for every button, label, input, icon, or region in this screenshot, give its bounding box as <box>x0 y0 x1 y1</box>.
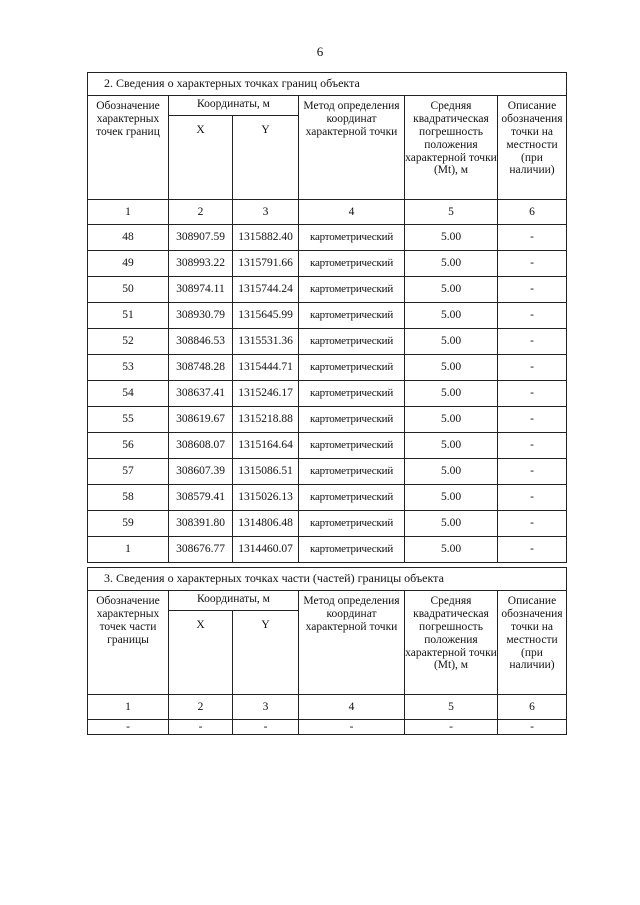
description-cell: - <box>498 433 567 459</box>
coord-x-cell: 308846.53 <box>169 329 233 355</box>
accuracy-cell: 5.00 <box>405 355 498 381</box>
table-row <box>88 485 567 511</box>
coord-x-cell: 308608.07 <box>169 433 233 459</box>
method-cell: картометрический <box>299 537 405 563</box>
header-coordinates: Координаты, м <box>169 96 299 116</box>
method-cell: картометрический <box>299 355 405 381</box>
coord-x-cell: 308748.28 <box>169 355 233 381</box>
coord-y-cell: 1315744.24 <box>233 277 299 303</box>
header-point-designation: Обозначение характерных точек части границы <box>88 591 169 695</box>
coord-y-cell: 1315444.71 <box>233 355 299 381</box>
point-cell: 53 <box>88 355 169 381</box>
point-cell: 54 <box>88 381 169 407</box>
point-cell: 48 <box>88 225 169 251</box>
section2-column-numbers <box>88 200 567 225</box>
coord-x-cell: 308391.80 <box>169 511 233 537</box>
table-row <box>88 251 567 277</box>
section2-title: 2. Сведения о характерных точках границ объекта <box>88 73 567 96</box>
description-cell: - <box>498 485 567 511</box>
table-row <box>88 537 567 563</box>
header-accuracy: Средняя квадратическая погрешность положения характерной точки (Mt), м <box>405 591 498 695</box>
method-cell: картометрический <box>299 251 405 277</box>
description-cell: - <box>498 303 567 329</box>
accuracy-cell: 5.00 <box>405 329 498 355</box>
header-accuracy: Средняя квадратическая погрешность положения характерной точки (Mt), м <box>405 96 498 200</box>
description-cell: - <box>498 355 567 381</box>
header-coordinates: Координаты, м <box>169 591 299 611</box>
table-row <box>88 720 567 735</box>
point-cell: 57 <box>88 459 169 485</box>
description-cell: - <box>498 459 567 485</box>
section3-header-row <box>88 591 567 611</box>
column-number: 3 <box>233 200 299 225</box>
column-number: 3 <box>233 695 299 720</box>
method-cell: картометрический <box>299 225 405 251</box>
description-cell: - <box>498 381 567 407</box>
table-row <box>88 225 567 251</box>
coord-x-cell: 308676.77 <box>169 537 233 563</box>
method-cell: картометрический <box>299 459 405 485</box>
section3-title: 3. Сведения о характерных точках части (частей) границы объекта <box>88 568 567 591</box>
table-row <box>88 407 567 433</box>
description-cell: - <box>498 277 567 303</box>
description-cell: - <box>498 511 567 537</box>
section2-rows <box>88 225 567 563</box>
table-row <box>88 329 567 355</box>
header-description: Описание обозначения точки на местности (при наличии) <box>498 591 567 695</box>
coord-y-cell: 1315531.36 <box>233 329 299 355</box>
accuracy-cell: 5.00 <box>405 277 498 303</box>
point-cell: 58 <box>88 485 169 511</box>
method-cell: картометрический <box>299 277 405 303</box>
table-row <box>88 303 567 329</box>
coord-x-cell: 308993.22 <box>169 251 233 277</box>
table-row <box>88 459 567 485</box>
section2-title-row <box>88 73 567 96</box>
section3-table <box>87 567 567 735</box>
header-point-designation: Обозначение характерных точек границ <box>88 96 169 200</box>
accuracy-cell: 5.00 <box>405 511 498 537</box>
description-cell: - <box>498 407 567 433</box>
coord-y-cell: 1315026.13 <box>233 485 299 511</box>
coord-x-cell: 308930.79 <box>169 303 233 329</box>
point-cell: 50 <box>88 277 169 303</box>
coord-y-cell: 1315164.64 <box>233 433 299 459</box>
method-cell: картометрический <box>299 407 405 433</box>
column-number: 6 <box>498 695 567 720</box>
header-x: X <box>169 611 233 695</box>
method-cell: картометрический <box>299 433 405 459</box>
accuracy-cell: 5.00 <box>405 485 498 511</box>
coord-y-cell: 1315246.17 <box>233 381 299 407</box>
section3-rows <box>88 720 567 735</box>
coord-y-cell: 1315218.88 <box>233 407 299 433</box>
coord-x-cell: 308974.11 <box>169 277 233 303</box>
coord-x-cell: 308637.41 <box>169 381 233 407</box>
accuracy-cell: - <box>405 720 498 735</box>
coord-x-cell: 308607.39 <box>169 459 233 485</box>
accuracy-cell: 5.00 <box>405 303 498 329</box>
header-y: Y <box>233 611 299 695</box>
header-method: Метод определения координат характерной точки <box>299 96 405 200</box>
accuracy-cell: 5.00 <box>405 251 498 277</box>
header-x: X <box>169 116 233 200</box>
accuracy-cell: 5.00 <box>405 459 498 485</box>
method-cell: картометрический <box>299 485 405 511</box>
method-cell: картометрический <box>299 381 405 407</box>
description-cell: - <box>498 720 567 735</box>
column-number: 6 <box>498 200 567 225</box>
coord-x-cell: 308579.41 <box>169 485 233 511</box>
coord-y-cell: 1315882.40 <box>233 225 299 251</box>
point-cell: 59 <box>88 511 169 537</box>
table-row <box>88 381 567 407</box>
point-cell: 55 <box>88 407 169 433</box>
section3-column-numbers <box>88 695 567 720</box>
method-cell: картометрический <box>299 329 405 355</box>
table-row <box>88 355 567 381</box>
coord-x-cell: 308619.67 <box>169 407 233 433</box>
coord-y-cell: 1315645.99 <box>233 303 299 329</box>
coord-x-cell: - <box>169 720 233 735</box>
accuracy-cell: 5.00 <box>405 407 498 433</box>
table-row <box>88 511 567 537</box>
column-number: 2 <box>169 695 233 720</box>
point-cell: 52 <box>88 329 169 355</box>
header-y: Y <box>233 116 299 200</box>
description-cell: - <box>498 225 567 251</box>
method-cell: картометрический <box>299 511 405 537</box>
point-cell: 56 <box>88 433 169 459</box>
accuracy-cell: 5.00 <box>405 381 498 407</box>
accuracy-cell: 5.00 <box>405 433 498 459</box>
method-cell: картометрический <box>299 303 405 329</box>
description-cell: - <box>498 251 567 277</box>
point-cell: - <box>88 720 169 735</box>
method-cell: - <box>299 720 405 735</box>
point-cell: 1 <box>88 537 169 563</box>
accuracy-cell: 5.00 <box>405 225 498 251</box>
section2-table <box>87 72 567 563</box>
header-description: Описание обозначения точки на местности (при наличии) <box>498 96 567 200</box>
section3-title-row <box>88 568 567 591</box>
column-number: 5 <box>405 695 498 720</box>
coord-x-cell: 308907.59 <box>169 225 233 251</box>
coord-y-cell: 1314460.07 <box>233 537 299 563</box>
section2-header-row <box>88 96 567 116</box>
column-number: 2 <box>169 200 233 225</box>
accuracy-cell: 5.00 <box>405 537 498 563</box>
coord-y-cell: 1314806.48 <box>233 511 299 537</box>
column-number: 1 <box>88 200 169 225</box>
description-cell: - <box>498 537 567 563</box>
point-cell: 49 <box>88 251 169 277</box>
page-number: 6 <box>316 44 324 59</box>
column-number: 1 <box>88 695 169 720</box>
coord-y-cell: 1315086.51 <box>233 459 299 485</box>
column-number: 5 <box>405 200 498 225</box>
header-method: Метод определения координат характерной точки <box>299 591 405 695</box>
point-cell: 51 <box>88 303 169 329</box>
table-row <box>88 433 567 459</box>
column-number: 4 <box>299 695 405 720</box>
description-cell: - <box>498 329 567 355</box>
coord-y-cell: - <box>233 720 299 735</box>
table-row <box>88 277 567 303</box>
column-number: 4 <box>299 200 405 225</box>
coord-y-cell: 1315791.66 <box>233 251 299 277</box>
